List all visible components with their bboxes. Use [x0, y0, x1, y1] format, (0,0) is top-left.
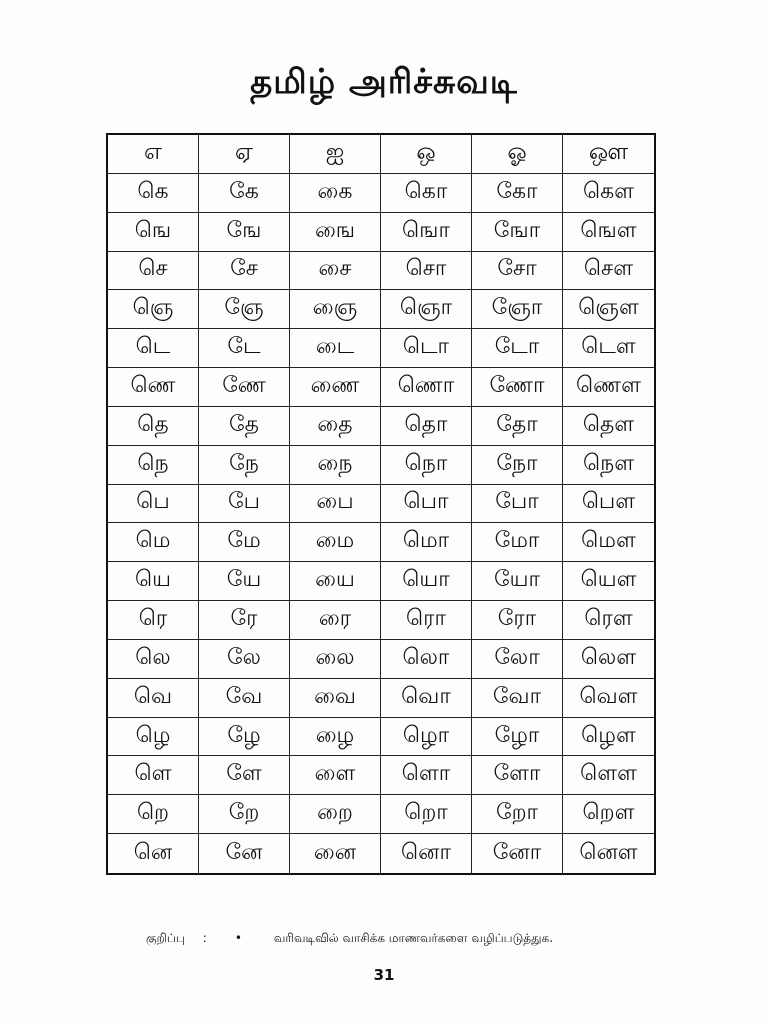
table-cell: ளோ — [472, 756, 563, 795]
table-cell: ளே — [199, 756, 290, 795]
table-cell: ழே — [199, 718, 290, 757]
table-cell: மெ — [108, 523, 199, 562]
table-cell: ரோ — [472, 601, 563, 640]
table-cell: னை — [290, 834, 381, 873]
table-cell: யௌ — [563, 562, 654, 601]
table-cell: யே — [199, 562, 290, 601]
table-cell: லோ — [472, 640, 563, 679]
table-cell: யெ — [108, 562, 199, 601]
table-cell: நே — [199, 446, 290, 485]
page-number: 31 — [373, 966, 395, 984]
table-cell: னொ — [381, 834, 472, 873]
table-cell: கெ — [108, 174, 199, 213]
table-cell: னோ — [472, 834, 563, 873]
table-cell: யொ — [381, 562, 472, 601]
table-cell: ரை — [290, 601, 381, 640]
footnote-separator: : — [202, 931, 207, 945]
table-cell: ணே — [199, 368, 290, 407]
table-cell: ரொ — [381, 601, 472, 640]
table-cell: பை — [290, 485, 381, 524]
table-cell: ஞை — [290, 290, 381, 329]
table-cell: ழோ — [472, 718, 563, 757]
table-cell: ரெ — [108, 601, 199, 640]
table-cell: நோ — [472, 446, 563, 485]
table-cell: கை — [290, 174, 381, 213]
table-cell: றெ — [108, 795, 199, 834]
table-cell: ணை — [290, 368, 381, 407]
table-cell: றே — [199, 795, 290, 834]
footnote-bullet: • — [234, 931, 242, 945]
footnote-label: குறிப்பு — [146, 931, 185, 945]
table-cell: ளௌ — [563, 756, 654, 795]
table-header-cell: எ — [108, 135, 199, 174]
table-cell: கோ — [472, 174, 563, 213]
table-cell: ஞெ — [108, 290, 199, 329]
table-cell: ணௌ — [563, 368, 654, 407]
table-cell: ளெ — [108, 756, 199, 795]
table-cell: ணோ — [472, 368, 563, 407]
table-cell: னே — [199, 834, 290, 873]
table-cell: றௌ — [563, 795, 654, 834]
table-cell: போ — [472, 485, 563, 524]
table-cell: யை — [290, 562, 381, 601]
table-cell: நௌ — [563, 446, 654, 485]
table-cell: வெ — [108, 679, 199, 718]
page-title: தமிழ் அரிச்சுவடி — [250, 62, 518, 102]
table-cell: வௌ — [563, 679, 654, 718]
table-header-cell: ஔ — [563, 135, 654, 174]
table-cell: டௌ — [563, 329, 654, 368]
table-header-cell: ஏ — [199, 135, 290, 174]
table-cell: ஞௌ — [563, 290, 654, 329]
table-cell: மை — [290, 523, 381, 562]
table-cell: கௌ — [563, 174, 654, 213]
table-cell: வை — [290, 679, 381, 718]
table-cell: ஙௌ — [563, 213, 654, 252]
table-cell: தை — [290, 407, 381, 446]
table-cell: தோ — [472, 407, 563, 446]
table-cell: சை — [290, 252, 381, 291]
table-cell: னெ — [108, 834, 199, 873]
table-cell: மௌ — [563, 523, 654, 562]
table-cell: கொ — [381, 174, 472, 213]
table-cell: வே — [199, 679, 290, 718]
table-cell: ஞே — [199, 290, 290, 329]
table-cell: ழொ — [381, 718, 472, 757]
table-header-cell: ஐ — [290, 135, 381, 174]
table-cell: தே — [199, 407, 290, 446]
table-header-cell: ஓ — [472, 135, 563, 174]
table-cell: சொ — [381, 252, 472, 291]
table-cell: ழௌ — [563, 718, 654, 757]
table-cell: னௌ — [579, 839, 638, 865]
table-cell: கே — [199, 174, 290, 213]
table-cell: ழை — [290, 718, 381, 757]
table-cell: டை — [290, 329, 381, 368]
table-cell: றொ — [381, 795, 472, 834]
table-cell: பௌ — [563, 485, 654, 524]
table-cell: ணொ — [381, 368, 472, 407]
table-cell: லை — [290, 640, 381, 679]
table-cell: றோ — [472, 795, 563, 834]
table-cell: ஙொ — [381, 213, 472, 252]
table-cell: ஞோ — [472, 290, 563, 329]
table-cell: நெ — [108, 446, 199, 485]
table-cell: மோ — [472, 523, 563, 562]
table-cell: ரௌ — [563, 601, 654, 640]
footnote — [146, 931, 553, 947]
table-cell: மே — [199, 523, 290, 562]
table-cell: டெ — [108, 329, 199, 368]
table-cell: ளொ — [381, 756, 472, 795]
table-cell: சௌ — [563, 252, 654, 291]
table-cell: பொ — [381, 485, 472, 524]
table-cell: நொ — [381, 446, 472, 485]
table-cell: டே — [199, 329, 290, 368]
footnote-text: வரிவடிவில் வாசிக்க மாணவர்களை வழிப்படுத்துக. — [273, 931, 554, 945]
table-cell: ஞொ — [381, 290, 472, 329]
table-cell: ளை — [290, 756, 381, 795]
table-cell: லொ — [381, 640, 472, 679]
table-cell: செ — [108, 252, 199, 291]
table-cell: பெ — [108, 485, 199, 524]
table-cell: லௌ — [563, 640, 654, 679]
table-cell: வோ — [472, 679, 563, 718]
alphabet-table — [106, 133, 656, 875]
table-cell: ஙை — [290, 213, 381, 252]
table-cell: யோ — [472, 562, 563, 601]
table-cell: தெ — [108, 407, 199, 446]
table-cell: தௌ — [563, 407, 654, 446]
table-cell: டோ — [472, 329, 563, 368]
table-cell: ஙோ — [472, 213, 563, 252]
table-cell: மொ — [381, 523, 472, 562]
table-cell: சே — [199, 252, 290, 291]
table-cell: ழெ — [108, 718, 199, 757]
table-cell: வொ — [381, 679, 472, 718]
table-cell: லெ — [108, 640, 199, 679]
table-cell: ரே — [199, 601, 290, 640]
table-cell: சோ — [472, 252, 563, 291]
table-header-cell: ஒ — [381, 135, 472, 174]
table-cell: ஙெ — [108, 213, 199, 252]
table-cell: தொ — [381, 407, 472, 446]
table-cell: டொ — [381, 329, 472, 368]
table-cell: நை — [290, 446, 381, 485]
table-cell: லே — [199, 640, 290, 679]
table-cell: ஙே — [199, 213, 290, 252]
table-cell: ணெ — [108, 368, 199, 407]
table-cell: றை — [290, 795, 381, 834]
table-cell: பே — [199, 485, 290, 524]
